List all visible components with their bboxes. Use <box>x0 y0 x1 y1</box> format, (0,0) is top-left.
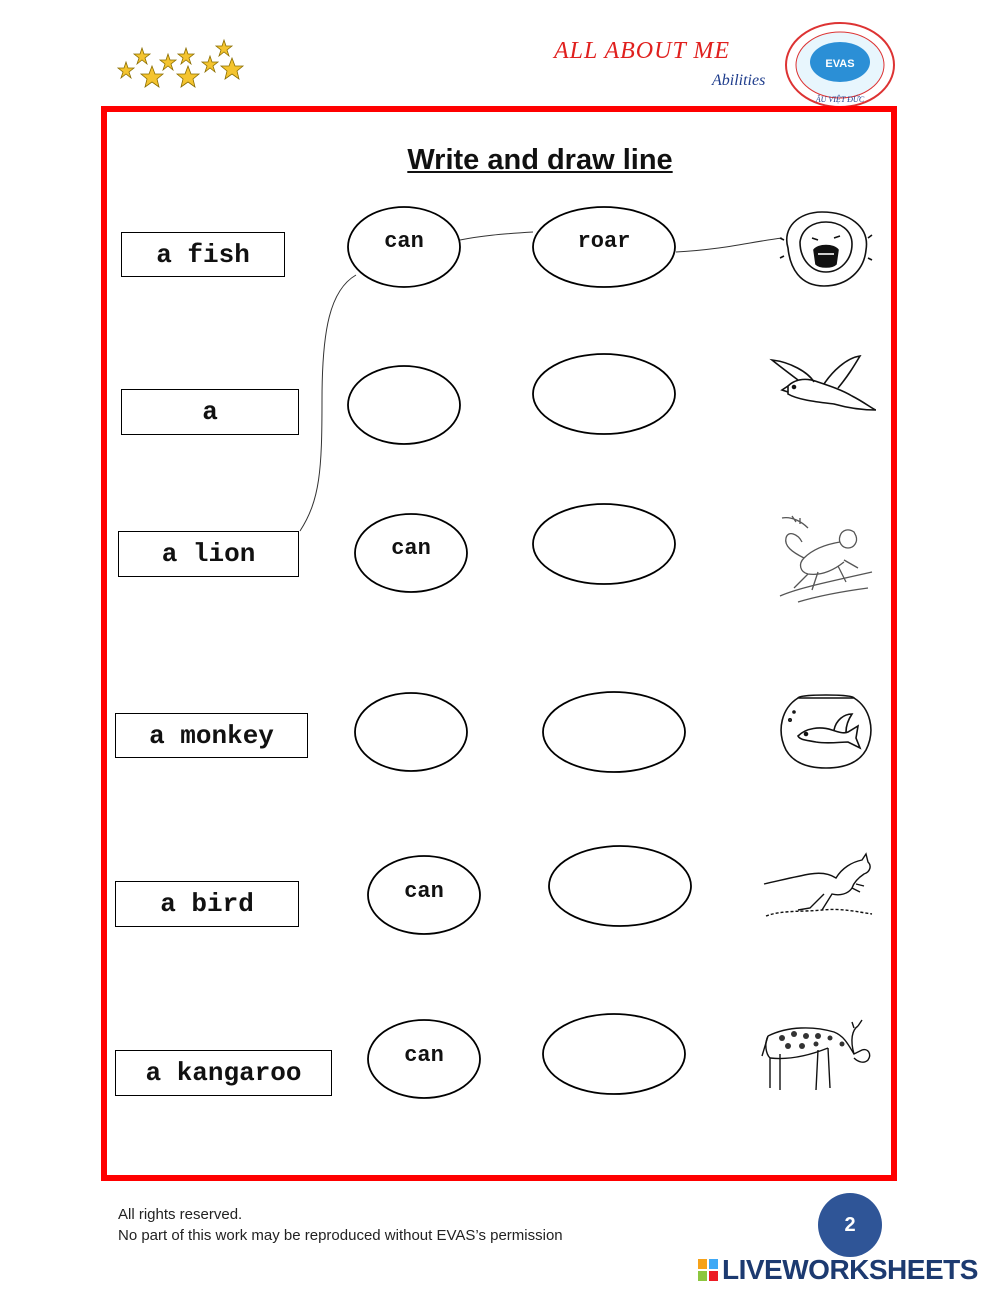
verb-oval-2[interactable] <box>348 366 460 444</box>
verb-oval-text-3: can <box>391 536 431 561</box>
page-number-badge: 2 <box>818 1193 882 1257</box>
connector-line-can-roar <box>460 232 533 240</box>
action-oval-text-1: roar <box>577 229 631 254</box>
verb-oval-4[interactable] <box>355 693 467 771</box>
header-subtitle: Abilities <box>712 72 766 89</box>
word-box-3[interactable]: a lion <box>118 531 299 577</box>
footer-text <box>118 1204 563 1246</box>
svg-text:ÂU VIỆT ĐỨC: ÂU VIỆT ĐỨC <box>815 95 865 104</box>
bird-icon[interactable] <box>768 352 878 416</box>
logo-text: EVAS <box>825 58 855 70</box>
header-title: ALL ABOUT ME <box>554 38 731 64</box>
liveworksheets-logo-icon <box>697 1258 719 1282</box>
monkey-icon[interactable] <box>778 512 874 604</box>
worksheet-title: Write and draw line <box>407 144 673 176</box>
word-box-2[interactable]: a <box>121 389 299 435</box>
liveworksheets-brand[interactable] <box>697 1253 978 1287</box>
action-oval-4[interactable] <box>543 692 685 772</box>
kangaroo-icon[interactable] <box>762 850 874 918</box>
lion-icon[interactable] <box>778 208 874 288</box>
verb-oval-text-6: can <box>404 1043 444 1068</box>
word-box-1[interactable]: a fish <box>121 232 285 277</box>
verb-oval-text-5: can <box>404 879 444 904</box>
footer-line-2: No part of this work may be reproduced without EVAS’s permission <box>118 1227 563 1244</box>
action-oval-5[interactable] <box>549 846 691 926</box>
action-oval-6[interactable] <box>543 1014 685 1094</box>
action-oval-2[interactable] <box>533 354 675 434</box>
giraffe-icon[interactable] <box>758 1014 876 1094</box>
verb-oval-text-1: can <box>384 229 424 254</box>
footer-line-1: All rights reserved. <box>118 1206 243 1223</box>
connector-line-roar-lion <box>676 238 782 252</box>
action-oval-3[interactable] <box>533 504 675 584</box>
fish-bowl-icon[interactable] <box>776 690 876 770</box>
word-box-6[interactable]: a kangaroo <box>115 1050 332 1096</box>
word-box-4[interactable]: a monkey <box>115 713 308 758</box>
word-box-5[interactable]: a bird <box>115 881 299 927</box>
liveworksheets-name: LIVEWORKSHEETS <box>722 1254 978 1285</box>
